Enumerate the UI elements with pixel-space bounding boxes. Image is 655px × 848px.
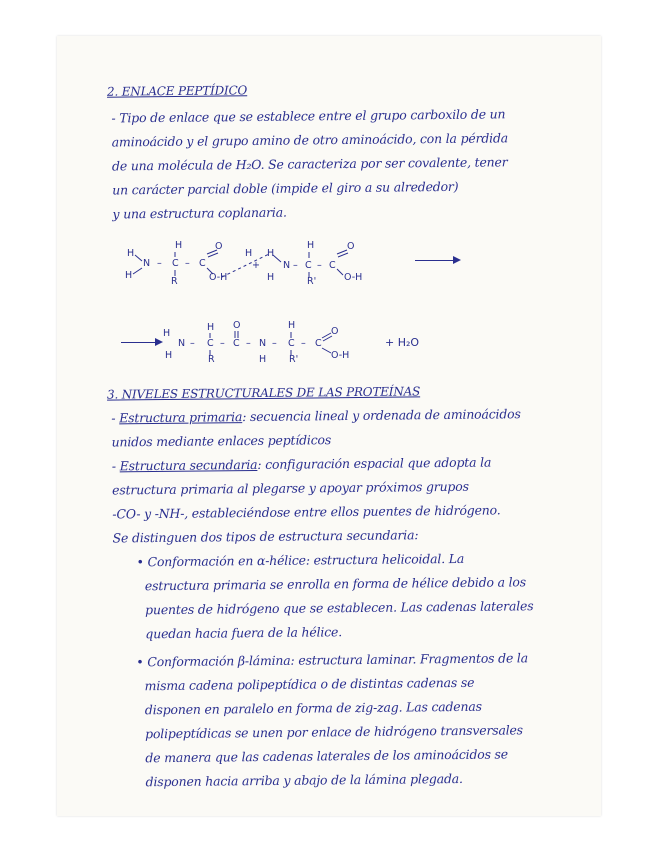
atom: N (178, 338, 186, 349)
paragraph-line: Se distinguen dos tipos de estructura secundaria: (112, 527, 419, 546)
paragraph-line: - Estructura secundaria: configuración espacial que adopta la (111, 454, 492, 474)
atom: H (125, 270, 133, 281)
atom: R' (289, 354, 299, 365)
atom: N (143, 258, 151, 269)
paragraph-line: - Estructura primaria: secuencia lineal y ordenada de aminoácidos (111, 406, 521, 426)
paragraph-line: estructura primaria se enrolla en forma de hélice debido a los (144, 574, 527, 594)
atom: H (127, 248, 135, 259)
text: : configuración espacial que adopta la (257, 454, 492, 472)
atom: C (305, 260, 312, 271)
paragraph-line: quedan hacia fuera de la hélice. (145, 624, 342, 642)
water-product: + H₂O (385, 336, 420, 349)
atom: O-H (331, 350, 350, 361)
atom: N (283, 260, 291, 271)
paragraph-line: • Conformación en α-hélice: estructura helicoidal. La (136, 550, 465, 570)
atom: H (245, 248, 253, 259)
atom: C (207, 338, 214, 349)
atom: H (288, 320, 296, 331)
paragraph-line: disponen en paralelo en forma de zig-zag. Las cadenas (144, 698, 482, 718)
atom: C (233, 338, 240, 349)
atom: O-H (344, 272, 363, 283)
atom: C (288, 338, 295, 349)
alpha-helix-paragraph (137, 546, 588, 647)
section-3-title: 3. NIVELES ESTRUCTURALES DE LAS PROTEÍNAS (106, 384, 421, 402)
atom: H (259, 354, 267, 365)
section-2-title: 2. ENLACE PEPTÍDICO (106, 83, 248, 99)
atom: O (215, 241, 223, 252)
paragraph-line: • Conformación β-lámina: estructura laminar. Fragmentos de la (136, 650, 528, 670)
beta-sheet-paragraph (136, 646, 587, 795)
atom: C (199, 258, 206, 269)
paragraph-line: unidos mediante enlaces peptídicos (111, 432, 332, 450)
plus-sign: + (252, 260, 260, 271)
atom: H (165, 350, 173, 361)
notebook-page: 2. ENLACE PEPTÍDICO - Tipo de enlace que se establece entre el grupo carboxilo de un aminoácido y el grupo amino de otro aminoácido, con la pérdida de una molécula de H₂O. Se caracteriza por ser covalente, tener un carácter parcial doble (impide el giro a su alrededor) y una estructura coplanaria. H O H N – C – C H R O-H H + H H O N – C – C H R' O-H H N H – H C R – O C – N H – H C R' – C O O-H + H₂O 3. NIVELES ESTRUCTURALES DE LAS PROTEÍNAS - Estructura primaria: secuencia lineal y ordenada de aminoácidos unidos mediante enlaces peptídicos - Estructura secundaria: configuración espacial que adopta la estructura primaria al plegarse y apoyar próximos grupos -CO- y -NH-, estableciéndose entre ellos puentes de hidrógeno. Se distinguen dos tipos de estructura secundaria: • Conformación en α-hélice: estructura helicoidal. La estructura primaria se enrolla en forma de hélice debido a los puentes de hidrógeno que se establecen. Las cadenas laterales quedan hacia fuera de la hélice. • Conformación β-lámina: estructura laminar. Fragmentos de la misma cadena polipeptídica o de distintas cadenas se disponen en paralelo en forma de zig-zag. Las cadenas polipeptídicas se unen por enlace de hidrógeno transversales de manera que las cadenas laterales de los aminoácidos se disponen hacia arriba y abajo de la lámina plegada. (57, 36, 601, 816)
paragraph-line: -CO- y -NH-, estableciéndose entre ellos puentes de hidrógeno. (112, 502, 501, 522)
atom: O (347, 241, 355, 252)
paragraph-line: disponen hacia arriba y abajo de la lámina plegada. (145, 770, 463, 790)
paragraph-line: aminoácido y el grupo amino de otro aminoácido, con la pérdida (111, 130, 509, 150)
atom: H (207, 322, 215, 333)
levels-paragraph (111, 402, 582, 551)
primaria-label: Estructura primaria (119, 409, 243, 426)
atom: N (259, 338, 267, 349)
atom: C (172, 258, 179, 269)
atom: H (267, 248, 275, 259)
paragraph-line: puentes de hidrógeno que se establecen. Las cadenas laterales (145, 598, 534, 618)
paragraph-line: - Tipo de enlace que se establece entre el grupo carboxilo de un (111, 106, 506, 126)
atom: H (267, 272, 275, 283)
paragraph-line: y una estructura coplanaria. (112, 204, 287, 222)
atom: R (171, 276, 178, 287)
paragraph-line: polipeptídicas se unen por enlace de hidrógeno transversales (145, 722, 523, 742)
atom: O (233, 320, 241, 331)
paragraph-line: un carácter parcial doble (impide el giro a su alrededor) (112, 178, 459, 198)
paragraph-line: de una molécula de H₂O. Se caracteriza por ser covalente, tener (111, 154, 508, 174)
atom: O-H (209, 272, 228, 283)
atom: H (175, 240, 183, 251)
atom: H (163, 328, 171, 339)
atom: H (307, 240, 315, 251)
atom: R (208, 354, 215, 365)
secundaria-label: Estructura secundaria (119, 456, 258, 474)
product-bond-lines (57, 36, 601, 376)
paragraph-line: de manera que las cadenas laterales de los aminoácidos se (145, 746, 509, 766)
text: : secuencia lineal y ordenada de aminoácidos (242, 406, 521, 425)
atom: O (331, 326, 339, 337)
atom: C (329, 260, 336, 271)
paragraph-line: misma cadena polipeptídica o de distintas cadenas se (144, 674, 475, 694)
atom: R' (307, 276, 317, 287)
paragraph-line: estructura primaria al plegarse y apoyar próximos grupos (112, 478, 469, 498)
